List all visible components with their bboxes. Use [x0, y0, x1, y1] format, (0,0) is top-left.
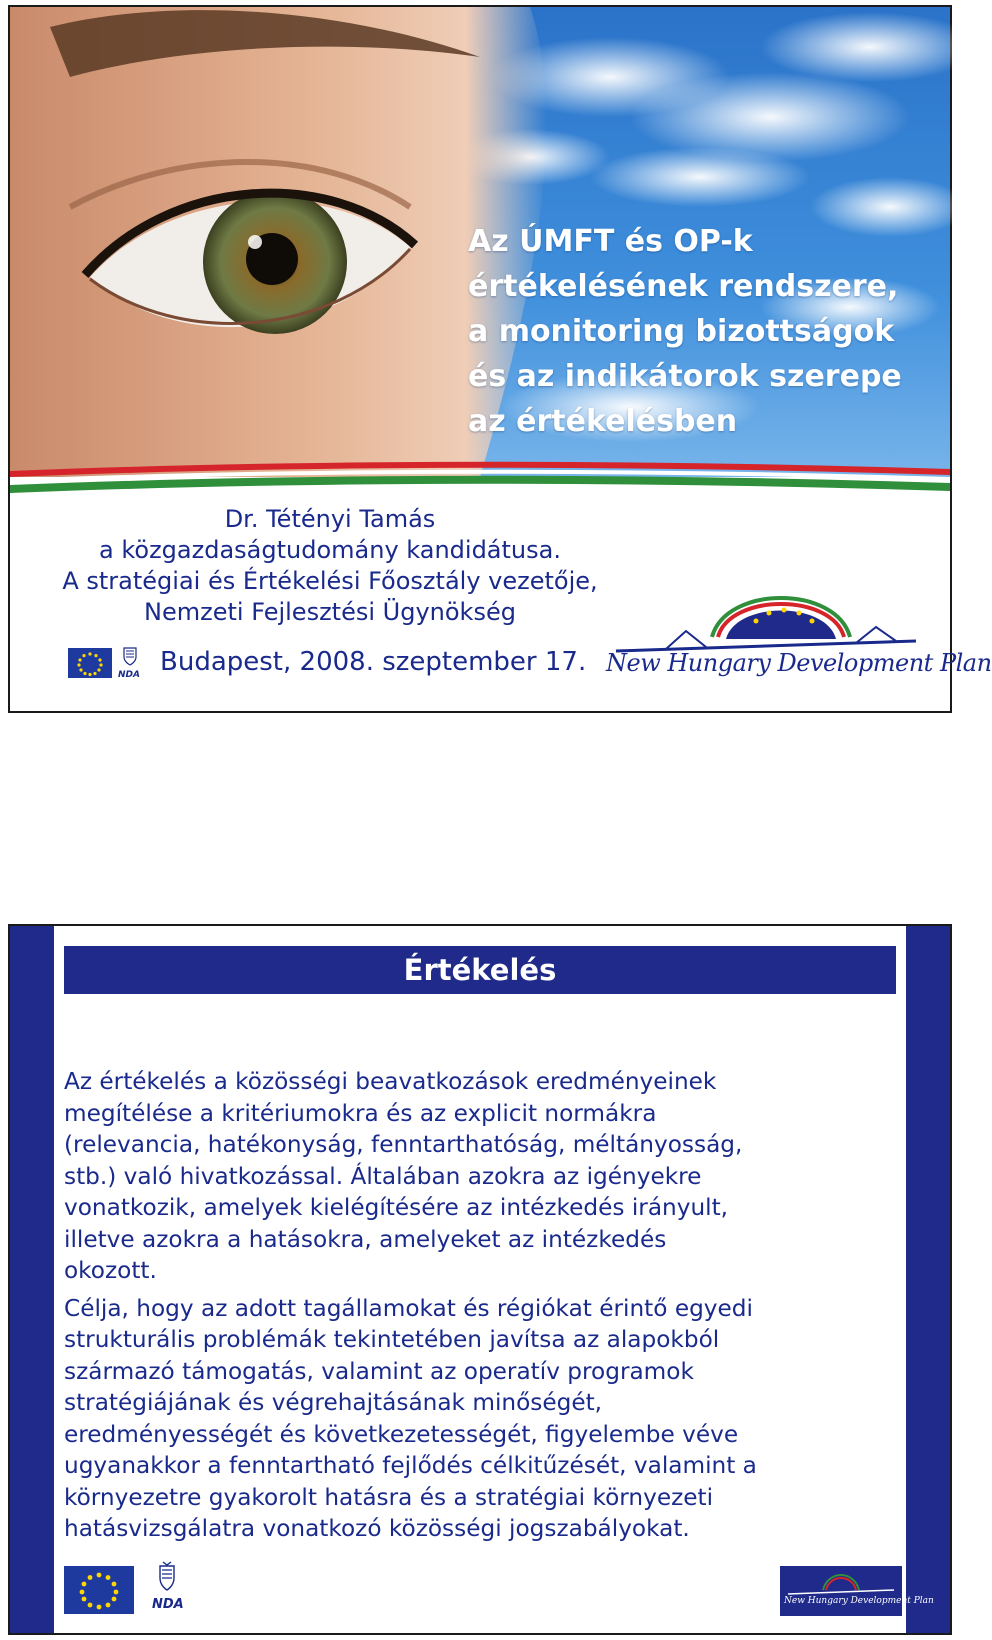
text-line: strukturális problémák tekintetében javítsa az alapokból: [64, 1326, 720, 1353]
development-plan-logo-icon: [780, 1566, 902, 1598]
eu-flag-icon: [68, 648, 112, 678]
paragraph-definition: [64, 1066, 914, 1287]
nda-coat-of-arms-icon: [118, 645, 142, 680]
development-plan-logo: [780, 1566, 934, 1616]
text-line: ugyanakkor a fenntartható fejlődés célkitűzését, valamint a: [64, 1452, 757, 1479]
development-plan-text: New Hungary Development Plan: [606, 649, 992, 677]
author-agency: Nemzeti Fejlesztési Ügynökség: [144, 598, 516, 626]
nda-coat-of-arms-icon: [152, 1560, 184, 1611]
author-degree: a közgazdaságtudomány kandidátusa.: [99, 536, 561, 564]
title-line: értékelésének rendszere,: [468, 269, 899, 304]
title-line: az értékelésben: [468, 404, 738, 439]
left-navy-bar: [10, 926, 54, 1633]
author-block: [10, 504, 650, 628]
author-name: Dr. Tétényi Tamás: [224, 505, 436, 533]
text-line: Az értékelés a közösségi beavatkozások eredményeinek: [64, 1068, 717, 1095]
nda-label: NDA: [152, 1597, 184, 1612]
content-slide: [8, 924, 952, 1635]
title-slide: [8, 5, 992, 713]
nda-label: NDA: [118, 670, 140, 680]
text-line: környezetre gyakorolt hatásra és a stratégiai környezeti: [64, 1483, 714, 1511]
text-line: eredményességét és következetességét, figyelembe véve: [64, 1420, 739, 1448]
presentation-date: Budapest, 2008. szeptember 17.: [160, 647, 587, 677]
text-line: stb.) való hivatkozással. Általában azokra az igényekre: [64, 1162, 702, 1190]
slide-body: [64, 1066, 914, 1545]
text-line: hatásvizsgálatra vonatkozó közösségi jogszabályokat.: [64, 1515, 690, 1542]
text-line: stratégiájának és végrehajtásának minőségét,: [64, 1389, 603, 1416]
title-line: és az indikátorok szerepe: [468, 359, 902, 394]
title-line: a monitoring bizottságok: [468, 314, 895, 349]
slide-heading: Értékelés: [64, 946, 896, 994]
development-plan-text: New Hungary Development Plan: [784, 1596, 934, 1606]
presentation-title: [468, 219, 938, 444]
text-line: megítélése a kritériumokra és az explicit normákra: [64, 1099, 657, 1127]
text-line: okozott.: [64, 1257, 157, 1284]
text-line: Célja, hogy az adott tagállamokat és régiókat érintő egyedi: [64, 1294, 753, 1322]
text-line: illetve azokra a hatásokra, amelyeket az intézkedés: [64, 1225, 667, 1253]
paragraph-goal: [64, 1293, 914, 1545]
hungarian-flag-stripes: [10, 463, 950, 503]
author-position: A stratégiai és Értékelési Főosztály vezetője,: [62, 567, 598, 595]
development-plan-logo: [606, 591, 992, 696]
text-line: vonatkozik, amelyek kielégítésére az intézkedés irányult,: [64, 1194, 729, 1221]
eu-flag-icon: [64, 1566, 134, 1614]
title-line: Az ÚMFT és OP-k: [468, 224, 753, 259]
text-line: (relevancia, hatékonyság, fenntarthatóság, méltányosság,: [64, 1131, 743, 1158]
text-line: származó támogatás, valamint az operatív programok: [64, 1357, 694, 1385]
